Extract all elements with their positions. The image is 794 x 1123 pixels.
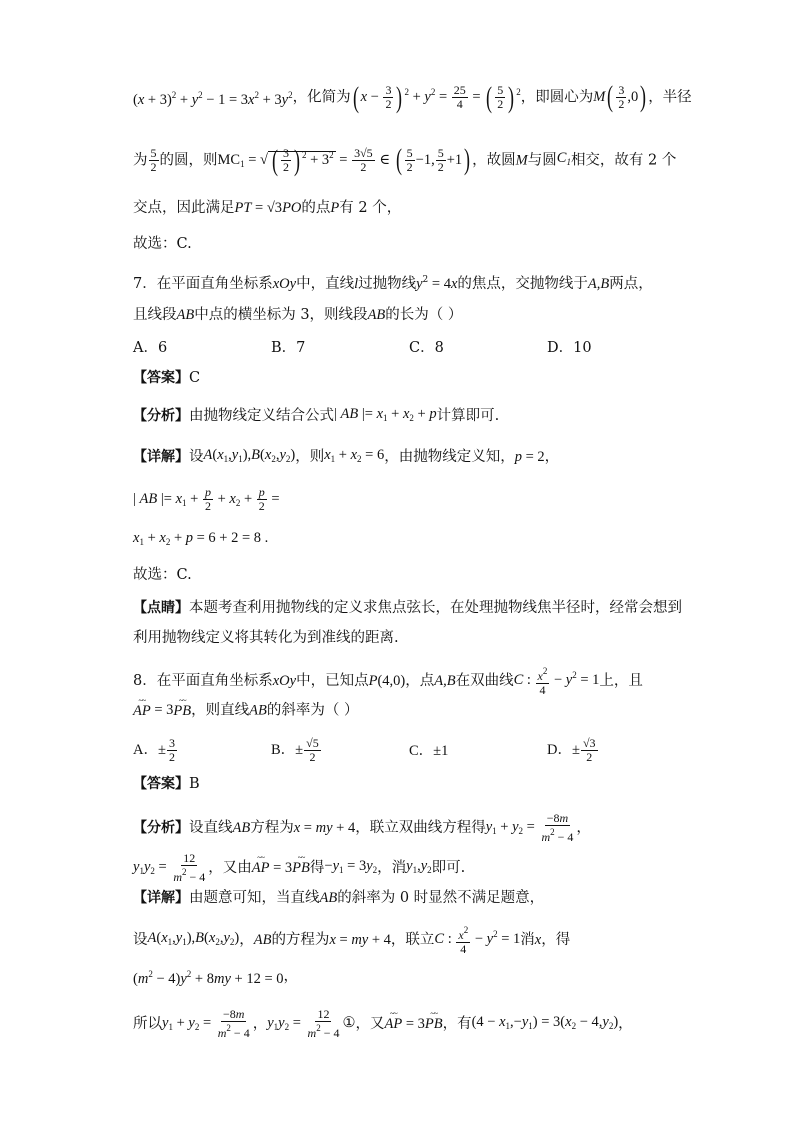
text: ，得 <box>541 932 571 948</box>
q8-option-b: B．± $\frac{√5}{2}$ <box>271 736 319 764</box>
q7-note-1 <box>133 598 682 618</box>
q8-line-2: ~~ AP = 3~~ PB，则直线AB的斜率为（ ） <box>133 700 358 721</box>
text: ，联立 <box>390 932 435 948</box>
q7-option-d: D．10 <box>547 340 592 356</box>
choose-line-2: 故选：C. <box>133 567 192 583</box>
text: ，有 <box>442 1016 472 1032</box>
text: 且线段 <box>133 307 177 323</box>
analysis-tag: 【分析】 <box>133 408 189 424</box>
text: 中，已知点 <box>296 673 369 689</box>
text: ，即圆心为 <box>520 89 594 106</box>
q7-line-1: 7．在平面直角坐标系xOy中，直线l过抛物线$y^2 = 4x$的焦点，交抛物线于A,B两点， <box>133 275 653 292</box>
text: ，半径 <box>648 89 692 106</box>
detail-tag: 【详解】 <box>133 890 189 906</box>
q8-line-1: 8．在平面直角坐标系xOy中，已知点P(4,0)，点A,B在双曲线C : $\frac{x^2}{4}$ − $y^2 = 1$上，且 <box>133 666 643 697</box>
text: 设直线 <box>189 820 233 836</box>
text: 上，且 <box>599 673 643 689</box>
text: ， <box>239 932 254 948</box>
text: ，故圆 <box>472 152 516 169</box>
text: 两点， <box>609 276 653 292</box>
text: 的点 <box>301 200 331 216</box>
text: 7．在平面直角坐标系 <box>133 276 273 292</box>
answer-value: C <box>189 370 201 386</box>
text: ， <box>252 1016 268 1032</box>
solution-line-3: 交点，因此满足PT = √3PO的点P有 2 个， <box>133 200 402 216</box>
q8-detail-1: 【详解】由题意可知，当直线AB的斜率为 0 时显然不满足题意， <box>133 890 545 906</box>
text: 由抛物线定义结合公式 <box>189 408 334 424</box>
text: ，化简为 <box>292 89 351 106</box>
text: ， <box>618 1016 633 1032</box>
text: 即可. <box>431 860 466 876</box>
q7-option-c: C．8 <box>409 340 444 356</box>
q8-analysis-1: 【分析】设直线AB方程为x = my + 4，联立双曲线方程得$y_1 + y_2$ = $\frac{-8m}{m^2 - 4}$ ， <box>133 811 591 844</box>
q7-detail-2: | AB |= $x_1$ + $\frac{p}{2}$ + $x_2$ + $\frac{p}{2}$ = <box>133 485 280 513</box>
q7-line-2: 且线段AB中点的横坐标为 3，则线段AB的长为（ ） <box>133 307 463 323</box>
text: 的方程为 <box>271 932 330 948</box>
q7-option-b: B．7 <box>271 340 306 356</box>
text: 中点的横坐标为 3，则线段 <box>194 307 368 323</box>
text: ，由抛物线定义知， <box>384 449 515 465</box>
text: ，则 <box>295 449 325 465</box>
text: ， <box>283 968 298 985</box>
text: 的斜率为 0 时显然不满足题意， <box>337 890 545 906</box>
answer-tag: 【答案】 <box>133 776 189 792</box>
text: 的圆，则 <box>159 152 218 169</box>
text: 过抛物线 <box>358 276 417 292</box>
answer-tag: 【答案】 <box>133 370 189 386</box>
detail-tag: 【详解】 <box>133 449 189 465</box>
q7-detail-1: 【详解】设$A(x_1,y_1),B(x_2,y_2)$，则$x_1 + x_2 = 6$，由抛物线定义知，p = 2， <box>133 447 560 465</box>
text: 计算即可. <box>436 408 500 424</box>
text: 设 <box>189 449 204 465</box>
text: 有 2 个， <box>339 200 402 216</box>
q8-option-c: C．±1 <box>409 742 449 759</box>
text: ，则直线 <box>191 702 250 719</box>
text: 中，直线 <box>296 276 355 292</box>
text: 本题考查利用抛物线的定义求焦点弦长，在处理抛物线焦半径时，经常会想到 <box>189 600 682 616</box>
answer-value: B <box>189 776 200 792</box>
text: 8．在平面直角坐标系 <box>133 673 273 689</box>
text: 的斜率为（ ） <box>266 702 359 719</box>
q7-analysis: 【分析】由抛物线定义结合公式| AB |= $x_1 + x_2 + p$计算即可. <box>133 406 500 424</box>
text: ， <box>544 449 560 465</box>
text: 相交，故有 2 个 <box>570 152 677 169</box>
q8-answer <box>133 774 200 794</box>
text: 得 <box>309 860 325 876</box>
text: 设 <box>133 932 148 948</box>
text: 的焦点，交抛物线于 <box>457 276 588 292</box>
q7-option-a: A．6 <box>133 340 168 356</box>
text: 为 <box>133 152 148 169</box>
text: 方程为 <box>250 820 294 836</box>
q8-detail-4: 所以$y_1 + y_2$ = $\frac{-8m}{m^2 - 4}$ ，$y_1y_2$ = $\frac{12}{m^2 - 4}$ ①，又~~ AP = 3~~ PB，有$(4 - x_1,-y_1) = 3(x_2 - 4,y_2)$， <box>133 1008 633 1040</box>
text: ，又由 <box>208 860 252 876</box>
choose-line-1: 故选：C. <box>133 236 192 252</box>
text: 由题意可知，当直线 <box>189 890 320 906</box>
q7-answer <box>133 368 200 388</box>
text: 消 <box>520 932 535 948</box>
q8-detail-2: 设$A(x_1,y_1),B(x_2,y_2)$，AB的方程为x = my + 4，联立C : $\frac{x^2}{4}$ − $y^2 = 1$消x，得 <box>133 925 571 956</box>
text: ，点 <box>405 673 435 689</box>
note-tag: 【点睛】 <box>133 600 189 616</box>
q8-detail-3: $(m^2 - 4)y^2 + 8my + 12 = 0$， <box>133 968 298 987</box>
q8-analysis-2: $y_1y_2$ = $\frac{12}{m^2 - 4}$ ，又由~~ AP = 3~~ PB得$-y_1 = 3y_2$，消$y_1,y_2$即可. <box>133 852 465 884</box>
q8-options <box>133 737 685 764</box>
text: 在双曲线 <box>455 673 514 689</box>
text: ，又 <box>355 1016 385 1032</box>
q8-option-d: D．± $\frac{√3}{2}$ <box>547 736 596 764</box>
q7-note-2: 利用抛物线定义将其转化为到准线的距离. <box>133 630 399 646</box>
text: 与圆 <box>527 152 557 169</box>
solution-line-1: $(x + 3)^2 + y^2 - 1 = 3x^2 + 3y^2$，化简为( x − $\frac{3}{2}$ ) $^2 + y^2$ = $\frac{25}{4}$ = ( $\frac{5}{2}$ ) $^2$，即圆心为M( $\frac{3}{2}$ ,0) ，半径 <box>133 80 692 114</box>
text: ，联立双曲线方程得 <box>355 820 486 836</box>
q8-option-a: A．± $\frac{3}{2}$ <box>133 736 175 764</box>
q7-detail-3: $x_1 + x_2 + p = 6 + 2 = 8$ . <box>133 530 269 547</box>
analysis-tag: 【分析】 <box>133 820 189 836</box>
text: ， <box>576 820 591 836</box>
text: 交点，因此满足 <box>133 200 235 216</box>
text: 所以 <box>133 1016 162 1032</box>
text: ，消 <box>377 860 407 876</box>
solution-line-2: 为 $\frac{5}{2}$ 的圆，则$MC_1$ = √ ( $\frac{3}{2}$ ) $^2 + 3^2$ = $\frac{3√5}{2}$ ∈ ( $\frac{5}{2}$ −1, $\frac{5}{2}$ +1) ，故圆M与圆$C_1$相交，故有 2 个 <box>133 143 677 177</box>
text: 的长为（ ） <box>385 307 463 323</box>
q7-options <box>133 338 685 358</box>
